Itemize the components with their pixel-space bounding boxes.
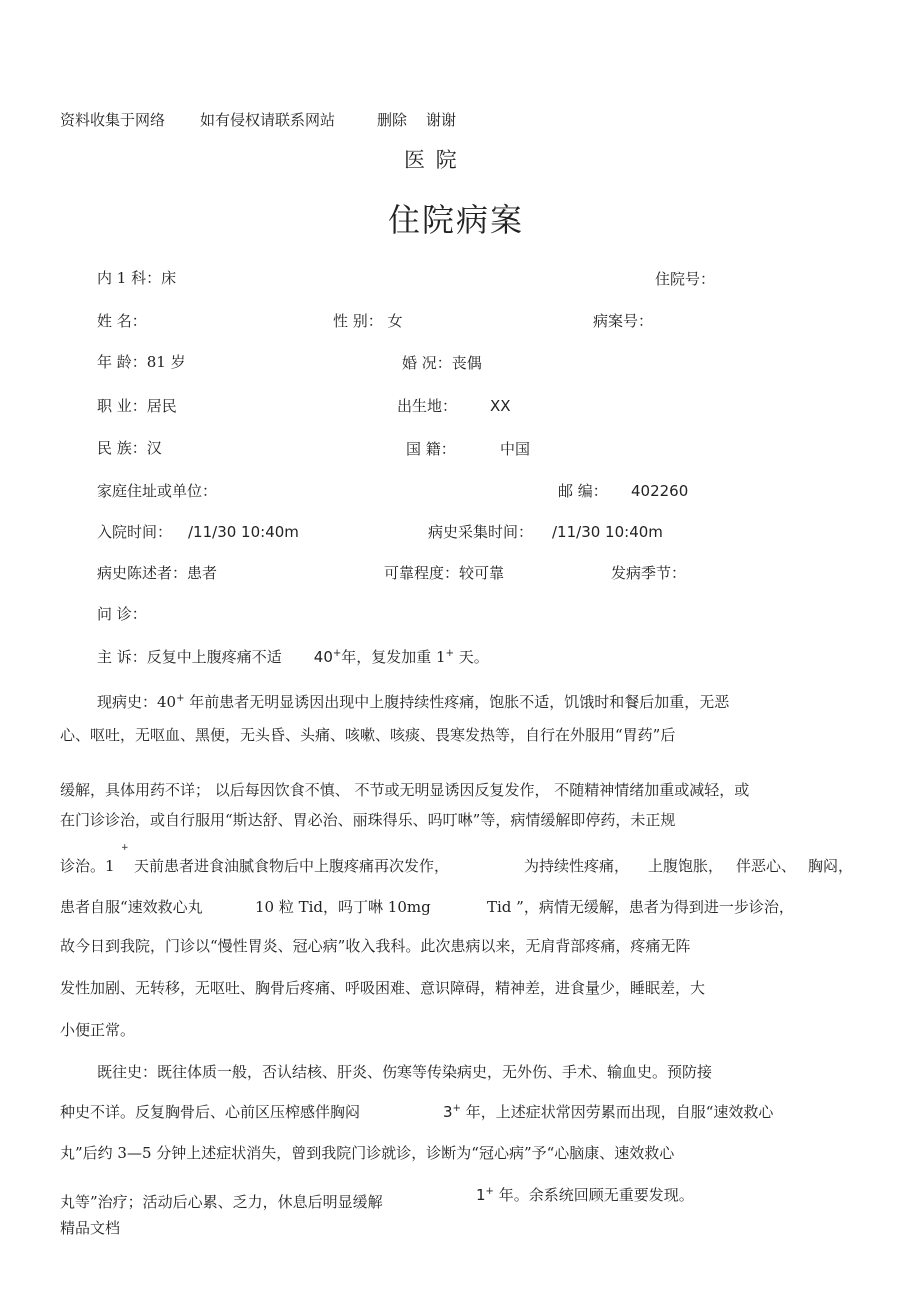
field-postcode-label: 邮 编：: [558, 482, 608, 500]
field-nationality-label: 国 籍：: [406, 440, 456, 458]
present-illness-line-9: 小便正常。: [60, 1021, 136, 1039]
present-illness-line-5d: 上腹饱胀，: [648, 857, 724, 875]
text-segment: 现病史：40: [97, 693, 177, 711]
text-segment: 年前患者无明显诱因出现中上腹持续性疼痛，饱胀不适，饥饿时和餐后加重，无恶: [184, 693, 730, 711]
inquiry-label: 问 诊：: [97, 605, 147, 623]
past-history-line-3: 丸”后约 3—5 分钟上述症状消失，曾到我院门诊就诊，诊断为“冠心病”予“心脑康、速效救心: [60, 1144, 675, 1162]
present-illness-line-1: [97, 692, 729, 712]
past-history-line-4b: [476, 1185, 694, 1205]
field-history-time-label: 病史采集时间：: [428, 523, 534, 541]
sup-plus: +: [176, 693, 185, 704]
field-dept: 内 1 科：床: [97, 269, 177, 287]
field-admit-time-value: /11/30 10:40m: [188, 523, 299, 541]
field-reliability: 可靠程度：较可靠: [384, 564, 505, 582]
past-history-line-4a: 丸等”治疗；活动后心累、乏力，休息后明显缓解: [60, 1193, 383, 1211]
text-segment: 年，上述症状常因劳累而出现，自服“速效救心: [460, 1103, 774, 1121]
present-illness-line-4: 在门诊诊治，或自行服用“斯达舒、胃必治、丽珠得乐、吗叮啉”等，病情缓解即停药，未正规: [60, 811, 676, 829]
field-occupation: 职 业：居民: [97, 397, 177, 415]
field-marital: 婚 况：丧偶: [402, 354, 482, 372]
field-record-no: 病案号：: [593, 312, 654, 330]
present-illness-line-3: 缓解，具体用药不详； 以后每因饮食不慎、 不节或无明显诱因反复发作， 不随精神情绪加重或减轻，或: [60, 781, 750, 799]
sup-plus: +: [332, 648, 342, 659]
header-note-3: 删除: [377, 111, 408, 129]
field-name: 姓 名：: [97, 312, 147, 330]
header-note-1: 资料收集于网络: [60, 111, 166, 129]
field-admit-time-label: 入院时间：: [97, 523, 173, 541]
field-ethnicity: 民 族：汉: [97, 439, 162, 457]
chief-complaint-end: 天。: [453, 648, 489, 666]
field-birthplace-value: XX: [490, 397, 511, 415]
header-note-2: 如有侵权请联系网站: [200, 111, 336, 129]
header-note-4: 谢谢: [426, 111, 457, 129]
footer-note: 精品文档: [60, 1219, 121, 1237]
field-nationality-value: 中国: [500, 440, 531, 458]
chief-complaint: [97, 647, 489, 667]
field-birthplace-label: 出生地：: [397, 397, 458, 415]
past-history-line-2b: [443, 1102, 773, 1122]
chief-complaint-duration: 40: [313, 648, 333, 666]
field-address: 家庭住址或单位：: [97, 482, 218, 500]
past-history-line-2a: 种史不详。反复胸骨后、心前区压榨感伴胸闷: [60, 1103, 361, 1121]
sup-plus: +: [445, 648, 454, 659]
field-admission-no: 住院号：: [655, 270, 716, 288]
past-history-line-1: 既往史：既往体质一般，否认结核、肝炎、伤寒等传染病史，无外伤、手术、输血史。预防接: [97, 1063, 713, 1081]
present-illness-line-5b: 天前患者进食油腻食物后中上腹疼痛再次发作，: [134, 857, 450, 875]
field-age: 年 龄：81 岁: [97, 353, 186, 371]
text-segment: 1: [476, 1186, 486, 1204]
present-illness-line-5e: 伴恶心、: [736, 857, 797, 875]
text-segment: 3: [443, 1103, 453, 1121]
field-postcode-value: 402260: [631, 482, 689, 500]
field-history-time-value: /11/30 10:40m: [552, 523, 663, 541]
text-segment: 年。余系统回顾无重要发现。: [493, 1186, 694, 1204]
field-sex: 性 别： 女: [333, 312, 403, 330]
hospital-name: 医 院: [404, 148, 459, 172]
present-illness-line-6a: 患者自服“速效救心丸: [60, 898, 203, 916]
present-illness-line-5f: 胸闷，: [808, 857, 854, 875]
line5-plus: +: [121, 843, 129, 853]
chief-complaint-label: 主 诉：反复中上腹疼痛不适: [97, 648, 282, 666]
present-illness-line-7: 故今日到我院，门诊以“慢性胃炎、冠心病”收入我科。此次患病以来，无肩背部疼痛，疼痛无阵: [60, 937, 691, 955]
present-illness-line-6b: 10 粒 Tid，吗丁啉 10mg: [255, 898, 431, 916]
chief-complaint-tail: 年，复发加重 1: [341, 648, 446, 666]
present-illness-line-5c: 为持续性疼痛，: [524, 857, 630, 875]
present-illness-line-5a: 诊治。1: [60, 857, 115, 875]
present-illness-line-2: 心、呕吐，无呕血、黑便，无头昏、头痛、咳嗽、咳痰、畏寒发热等，自行在外服用“胃药”后: [60, 726, 676, 744]
page-title: 住院病案: [388, 201, 525, 239]
field-narrator: 病史陈述者：患者: [97, 564, 218, 582]
sup-plus: +: [485, 1186, 494, 1197]
field-season: 发病季节：: [611, 564, 687, 582]
present-illness-line-8: 发性加剧、无转移，无呕吐、胸骨后疼痛、呼吸困难、意识障碍，精神差，进食量少，睡眠差，大: [60, 979, 706, 997]
present-illness-line-6c: Tid ”，病情无缓解，患者为得到进一步诊治，: [487, 898, 794, 916]
sup-plus: +: [452, 1103, 461, 1114]
